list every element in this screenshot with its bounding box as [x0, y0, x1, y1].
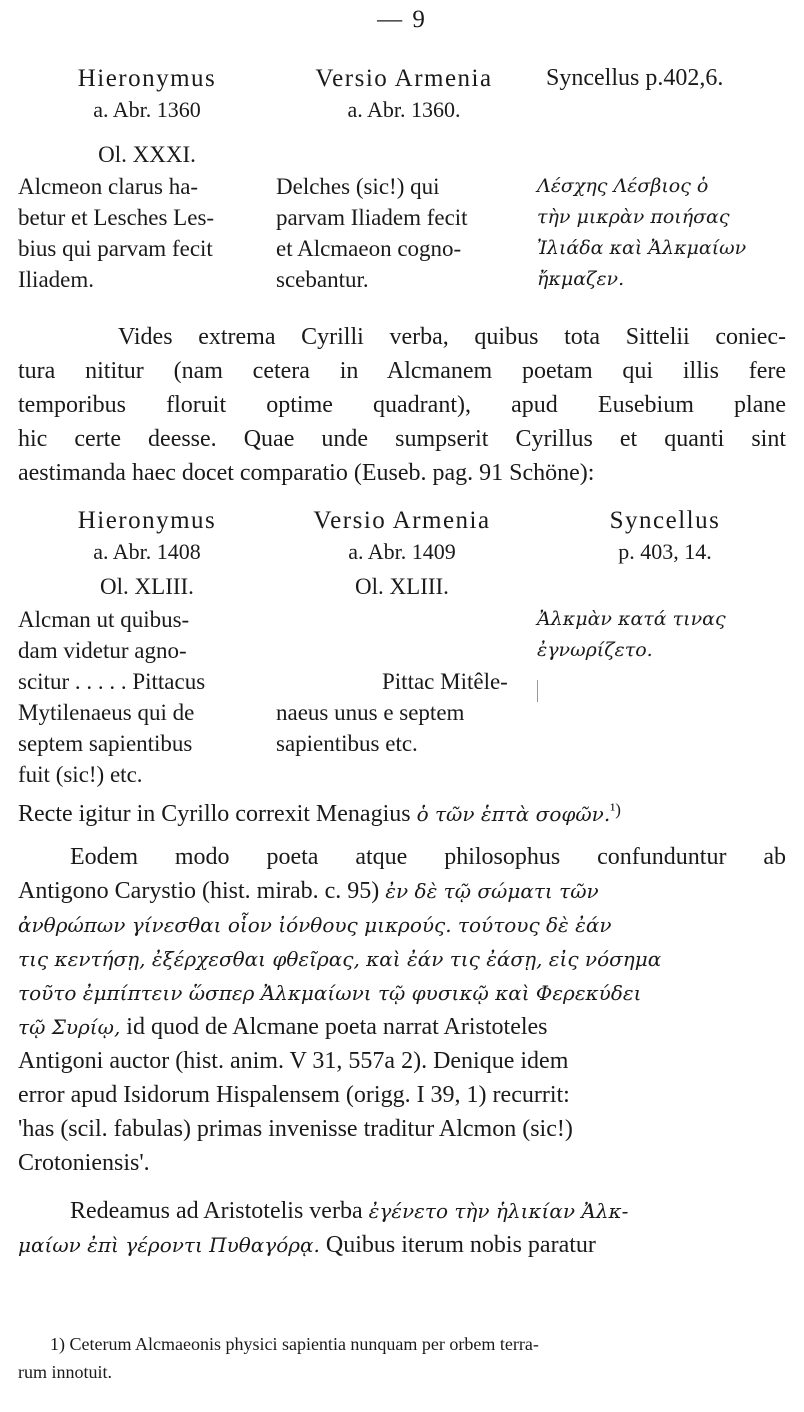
recte-text: Recte igitur in Cyrillo correxit Menagius — [18, 801, 411, 827]
t1-col2-line-1: Delches (sic!) qui — [276, 174, 440, 199]
t2-col2-meta-2: Ol. XLIII. — [355, 574, 449, 599]
t2-col1-line-6: fuit (sic!) etc. — [18, 762, 143, 787]
t1-col1-line-2: betur et Lesches Les- — [18, 205, 215, 230]
t2-col3-line-2: ἐγνωρίζετο. — [537, 639, 653, 661]
footnote-line-1: 1) Ceterum Alcmaeonis physici sapientia nunquam per orbem terra- — [50, 1334, 539, 1354]
t1-col2-head: Versio Armenia — [315, 65, 493, 92]
t2-col2-line-3: sapientibus etc. — [276, 731, 418, 756]
footnote-ref: ¹) — [610, 800, 621, 819]
t1-col1-line-3: bius qui parvam fecit — [18, 236, 213, 261]
para3-line-1-greek: ἐγένετο τὴν ἡλικίαν Ἀλκ- — [368, 1199, 629, 1223]
para2-line-9: 'has (scil. fabulas) primas invenisse traditur Alcmon (sic!) — [18, 1116, 573, 1142]
t2-col1-line-4: Mytilenaeus qui de — [18, 700, 195, 725]
para2-line-6 — [18, 1012, 548, 1042]
t1-col2-line-3: et Alcmaeon cogno- — [276, 236, 462, 261]
t2-col1-meta-1: a. Abr. 1408 — [93, 539, 201, 564]
t2-col1-line-1: Alcman ut quibus- — [18, 607, 190, 632]
scan-mark — [537, 680, 538, 702]
para3-line-2 — [18, 1230, 596, 1260]
para3-line-2-text: Quibus iterum nobis paratur — [319, 1232, 596, 1258]
para2-line-2 — [18, 876, 599, 906]
para1-line-4: hic certe deesse. Quae unde sumpserit Cyrillus et quanti sint — [18, 426, 786, 452]
t1-col3-line-2: τὴν μικρὰν ποιήσας — [537, 206, 730, 228]
t1-col3-line-4: ἤκμαζεν. — [537, 268, 625, 290]
t1-col1-meta-1: a. Abr. 1360 — [93, 97, 201, 122]
t2-col1-line-2: dam videtur agno- — [18, 638, 187, 663]
para1-line-3: temporibus floruit optime quadrant), apud Eusebium plane — [18, 392, 786, 418]
para3-line-1 — [70, 1196, 628, 1226]
para2-line-1 — [18, 842, 786, 872]
para2-line-5: τοῦτο ἐμπίπτειν ὥσπερ Ἀλκμαίωνι τῷ φυσικῷ καὶ Φερεκύδει — [18, 981, 642, 1005]
para2-line-10: Crotoniensis'. — [18, 1150, 150, 1176]
t1-col1-head: Hieronymus — [77, 65, 217, 92]
footnote-line-2: rum innotuit. — [18, 1362, 112, 1382]
para2-line-2-text: Antigono Carystio (hist. mirab. c. 95) — [18, 878, 380, 904]
para3-line-2-greek: μαίων ἐπὶ γέροντι Πυθαγόρᾳ. — [18, 1233, 320, 1257]
t2-col1-line-3: scitur . . . . . Pittacus — [18, 669, 206, 694]
t1-col1-meta-2: Ol. XXXI. — [98, 142, 196, 167]
t2-col1-head: Hieronymus — [77, 507, 217, 534]
recte-line — [18, 795, 621, 829]
t1-col3-line-1: Λέσχης Λέσβιος ὁ — [537, 175, 709, 197]
para2-line-7: Antigoni auctor (hist. anim. V 31, 557a 2). Denique idem — [18, 1048, 569, 1074]
t1-col2-meta-1: a. Abr. 1360. — [347, 97, 461, 122]
recte-greek: ὁ τῶν ἑπτὰ σοφῶν. — [416, 802, 611, 826]
para3-line-1-text: Redeamus ad Aristotelis verba — [70, 1198, 363, 1224]
t2-col1-line-5: septem sapientibus — [18, 731, 193, 756]
para2-line-8: error apud Isidorum Hispalensem (origg. I 39, 1) recurrit: — [18, 1082, 570, 1108]
t2-col2-line-2: naeus unus e septem — [276, 700, 465, 725]
t2-col1-meta-2: Ol. XLIII. — [100, 574, 194, 599]
para2-line-6-greek: τῷ Συρίῳ, — [18, 1015, 121, 1039]
t2-col2-line-1: Pittac Mitêle- — [382, 669, 508, 694]
t2-col2-head: Versio Armenia — [313, 507, 491, 534]
para2-line-3: ἀνθρώπων γίνεσθαι οἷον ἰόνθους μικρούς. τούτους δὲ ἐάν — [18, 913, 612, 937]
para2-line-1-text: Eodem modo poeta atque philosophus confunduntur ab — [70, 844, 786, 870]
t1-col2-line-2: parvam Iliadem fecit — [276, 205, 468, 230]
page-number: — 9 — [377, 6, 427, 33]
t2-col2-meta-1: a. Abr. 1409 — [348, 539, 456, 564]
t1-col1-line-4: Iliadem. — [18, 267, 94, 292]
para2-line-4: τις κεντήσῃ, ἐξέρχεσθαι φθεῖρας, καὶ ἐάν τις ἐάσῃ, εἰς νόσημα — [18, 947, 662, 971]
t1-col3-line-3: Ἰλιάδα καὶ Ἀλκμαίων — [537, 237, 747, 259]
para2-line-6-text: id quod de Alcmane poeta narrat Aristoteles — [120, 1014, 548, 1040]
para1-line-1: Vides extrema Cyrilli verba, quibus tota Sittelii coniec- — [118, 324, 786, 350]
para1-line-5: aestimanda haec docet comparatio (Euseb. pag. 91 Schöne): — [18, 460, 595, 486]
t1-col1-line-1: Alcmeon clarus ha- — [18, 174, 199, 199]
para1-line-2: tura nititur (nam cetera in Alcmanem poetam qui illis fere — [18, 358, 786, 384]
t2-col3-meta-1: p. 403, 14. — [618, 539, 712, 564]
t2-col3-head: Syncellus — [609, 507, 721, 534]
t1-col3-head: Syncellus p.402,6. — [546, 65, 724, 91]
t2-col3-line-1: Ἀλκμὰν κατά τινας — [537, 608, 726, 630]
para2-line-2-greek: ἐν δὲ τῷ σώματι τῶν — [385, 879, 599, 903]
t1-col2-line-4: scebantur. — [276, 267, 369, 292]
